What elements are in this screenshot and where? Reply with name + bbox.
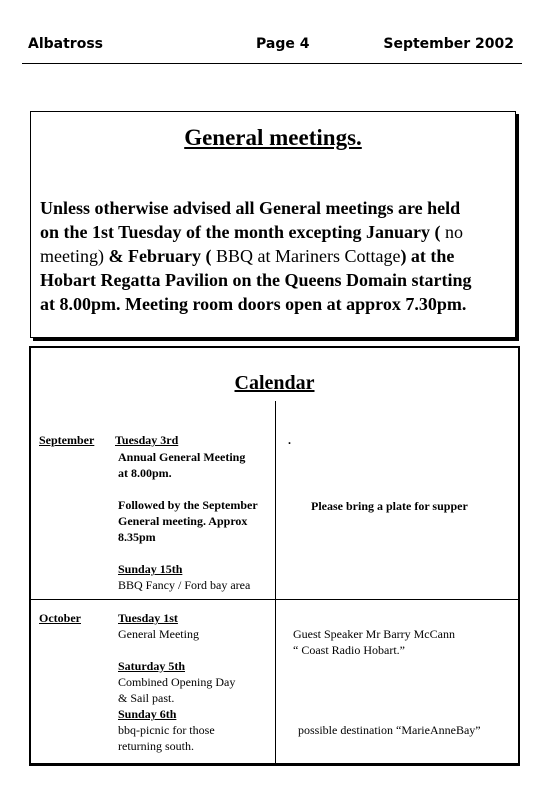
sep-event-1-line-3: Followed by the September [118, 498, 258, 512]
gm-line-3 [40, 244, 514, 268]
general-meetings-title: General meetings. [184, 125, 362, 150]
issue-date: September 2002 [383, 36, 514, 52]
oct-event-2-line-1: Combined Opening Day [118, 675, 236, 689]
calendar-row-divider [31, 599, 518, 600]
oct-event-3-line-1: bbq-picnic for those [118, 723, 215, 737]
sep-event-1-line-2: at 8.00pm. [118, 466, 172, 480]
gm-line-5: at 8.00pm. Meeting room doors open at approx 7.30pm. [40, 294, 467, 314]
oct-event-2-line-2: & Sail past. [118, 691, 175, 705]
sep-event-2-day: Sunday 15th [118, 562, 183, 576]
newsletter-name: Albatross [28, 36, 103, 52]
gm-line-2-bold: on the 1st Tuesday of the month excepting January ( [40, 222, 441, 242]
sep-event-1-line-5: 8.35pm [118, 530, 156, 544]
gm-line-2-normal: no [440, 222, 464, 242]
oct-event-3-day: Sunday 6th [118, 707, 177, 721]
general-meetings-box [30, 111, 516, 338]
sep-event-1-line-1: Annual General Meeting [118, 450, 246, 464]
page-number: Page 4 [256, 36, 310, 52]
oct-event-3-line-2: returning south. [118, 739, 194, 753]
gm-line-4: Hobart Regatta Pavilion on the Queens Domain starting [40, 270, 472, 290]
sep-event-1-day: Tuesday 3rd [115, 433, 179, 447]
calendar-column-divider [275, 401, 276, 764]
gm-line-2 [40, 220, 514, 244]
gm-line-3-bold-2: ) at the [400, 246, 455, 266]
gm-line-3-bold: & February ( [103, 246, 212, 266]
oct-event-1-line-1: General Meeting [118, 627, 199, 641]
month-october: October [39, 611, 81, 625]
sep-event-1-line-4: General meeting. Approx [118, 514, 248, 528]
calendar-box [29, 346, 520, 766]
header-divider [22, 63, 522, 64]
sep-event-2-line-1: BBQ Fancy / Ford bay area [118, 578, 251, 592]
calendar-title: Calendar [234, 372, 315, 394]
oct-speaker-line-2: “ Coast Radio Hobart.” [293, 643, 405, 657]
month-september: September [39, 433, 95, 447]
gm-line-1: Unless otherwise advised all General meetings are held [40, 198, 461, 218]
oct-destination: possible destination “MarieAnneBay” [298, 723, 481, 737]
gm-line-3-normal: meeting) [40, 246, 104, 266]
oct-event-1-day: Tuesday 1st [118, 611, 178, 625]
sep-supper-note: Please bring a plate for supper [311, 499, 468, 513]
sep-note-dot: . [288, 433, 291, 447]
general-meetings-text [40, 196, 514, 316]
page-header [22, 36, 518, 58]
oct-speaker-line-1: Guest Speaker Mr Barry McCann [293, 627, 455, 641]
oct-event-2-day: Saturday 5th [118, 659, 186, 673]
gm-line-3-normal-2: BBQ at Mariners Cottage [211, 246, 401, 266]
